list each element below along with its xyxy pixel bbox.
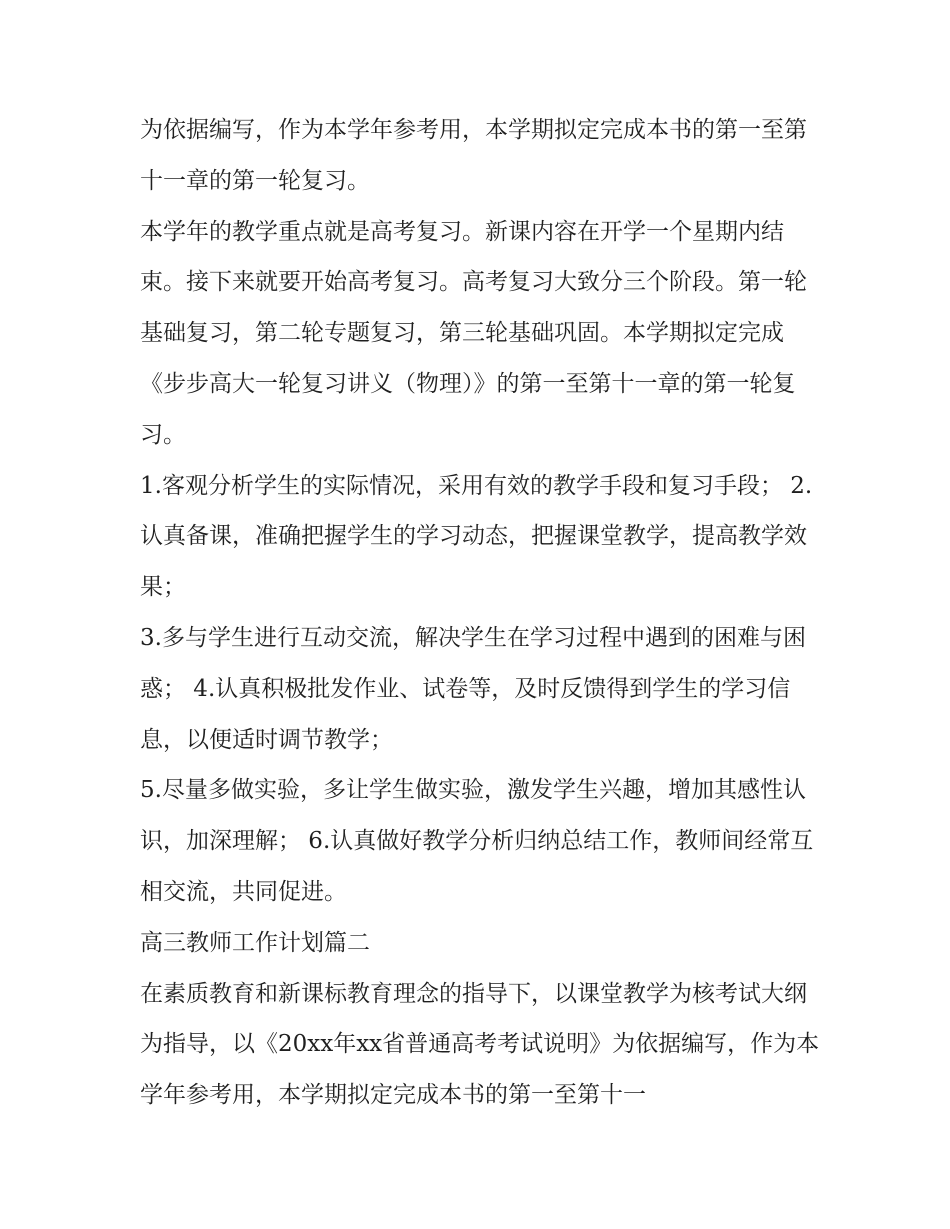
paragraph-1: 为依据编写，作为本学年参考用，本学期拟定完成本书的第一至第十一章的第一轮复习。 <box>140 117 807 194</box>
paragraph-6: 在素质教育和新课标教育理念的指导下，以课堂教学为核考试大纲为指导，以《20xx年xx省普通高考考试说明》为依据编写，作为本学年参考用，本学期拟定完成本书的第一至第十一 <box>140 980 820 1109</box>
paragraph-3: 1.客观分析学生的实际情况，采用有效的教学手段和复习手段； 2.认真备课，准确把握学生的学习动态，把握课堂教学，提高教学效果； <box>140 472 813 601</box>
section-heading: 高三教师工作计划篇二 <box>140 929 370 956</box>
paragraph-4: 3.多与学生进行互动交流，解决学生在学习过程中遇到的困难与困惑； 4.认真积极批发作业、试卷等，及时反馈得到学生的学习信息，以便适时调节教学； <box>140 624 806 753</box>
paragraph-2: 本学年的教学重点就是高考复习。新课内容在开学一个星期内结束。接下来就要开始高考复习。高考复习大致分三个阶段。第一轮基础复习，第二轮专题复习，第三轮基础巩固。本学期拟定完成《步步高大一轮复习讲义（物理）》的第一至第十一章的第一轮复习。 <box>140 218 807 448</box>
document-body <box>140 105 820 1121</box>
paragraph-5: 5.尽量多做实验，多让学生做实验，激发学生兴趣，增加其感性认识，加深理解； 6.认真做好教学分析归纳总结工作，教师间经常互相交流，共同促进。 <box>140 777 814 905</box>
